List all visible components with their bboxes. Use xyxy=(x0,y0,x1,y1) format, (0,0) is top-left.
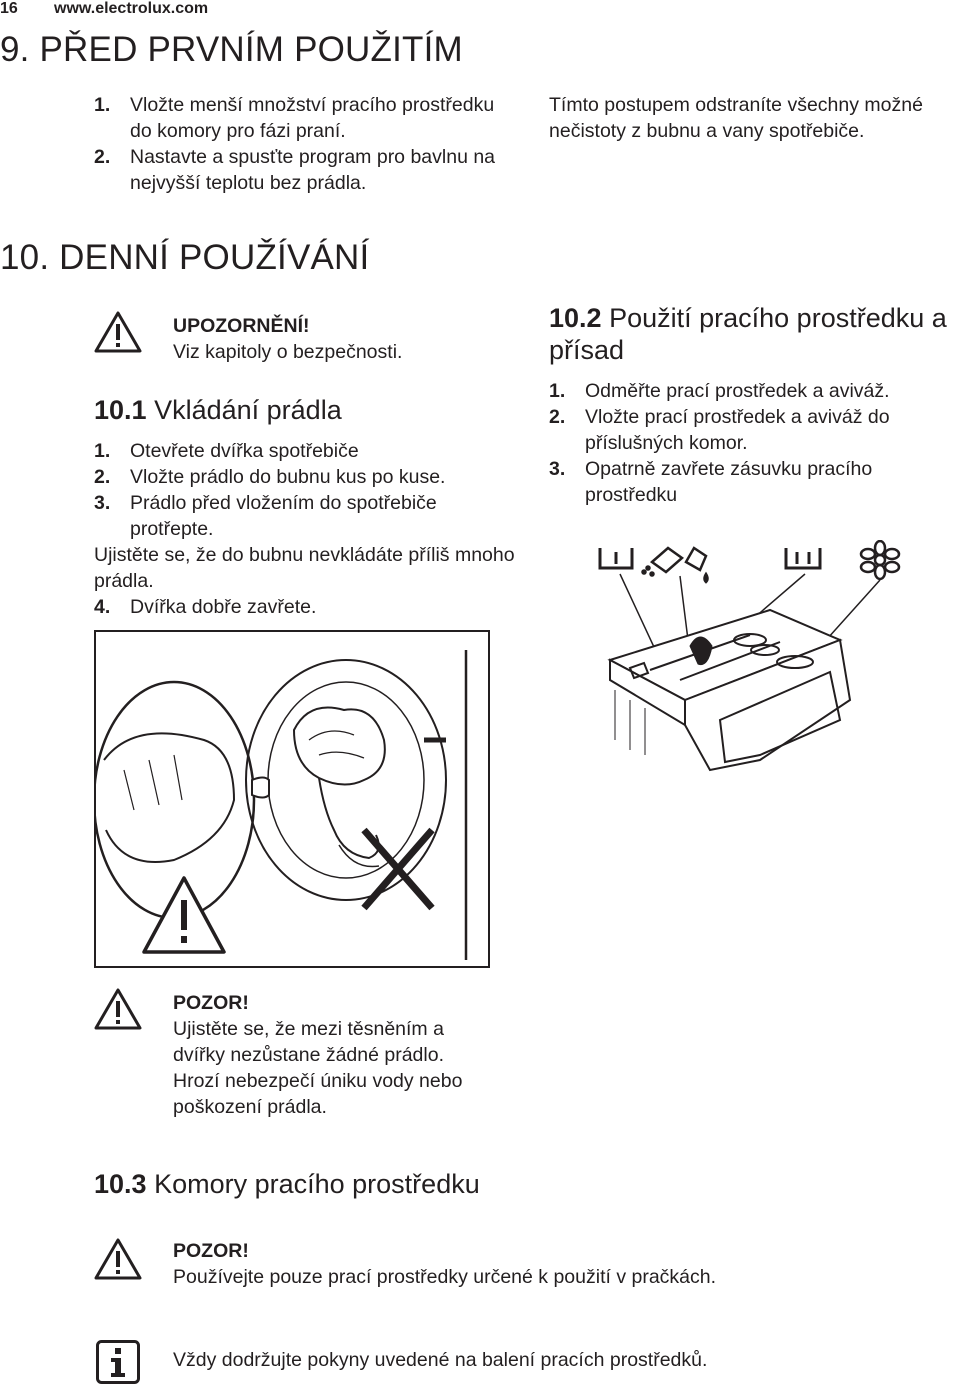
step-number: 2. xyxy=(94,146,111,168)
section-9-steps xyxy=(94,92,514,196)
subsection-name: Komory pracího prostředku xyxy=(154,1169,480,1199)
caution-title: POZOR! xyxy=(173,992,249,1014)
door-illustration xyxy=(94,630,490,968)
subsection-number: 10.2 xyxy=(549,303,602,333)
step-number: 3. xyxy=(94,492,111,514)
list-item xyxy=(94,438,514,464)
subsection-name: Vkládání prádla xyxy=(154,395,342,425)
step-text: Dvířka dobře zavřete. xyxy=(130,596,317,618)
step-text: Vložte prádlo do bubnu kus po kuse. xyxy=(130,466,446,488)
main-wash-symbol-icon xyxy=(786,548,820,568)
subsection-10-3-title xyxy=(94,1168,480,1200)
step-number: 1. xyxy=(94,440,111,462)
warning-triangle-icon xyxy=(94,1237,142,1281)
warning-title: UPOZORNĚNÍ! xyxy=(173,315,310,337)
step-text: Otevřete dvířka spotřebiče xyxy=(130,440,359,462)
step-number: 4. xyxy=(94,596,111,618)
step-number: 1. xyxy=(549,380,566,402)
list-item xyxy=(94,144,514,196)
info-icon xyxy=(96,1340,140,1384)
warning-block xyxy=(173,313,402,365)
step-number: 2. xyxy=(94,466,111,488)
liquid-detergent-symbol-icon xyxy=(643,548,708,582)
subsection-10-2-title xyxy=(549,302,960,366)
step-number: 2. xyxy=(549,406,566,428)
caution-block xyxy=(173,990,493,1120)
website-link[interactable]: www.electrolux.com xyxy=(54,0,209,17)
step-text: Opatrně zavřete zásuvku pracího prostředku xyxy=(585,458,873,506)
step-text: Vložte prací prostředek a aviváž do příslušných komor. xyxy=(585,406,890,454)
list-item xyxy=(549,404,949,456)
caution-text: Ujistěte se, že mezi těsněním a dvířky nezůstane žádné prádlo. Hrozí nebezpečí úniku vody nebo poškození prádla. xyxy=(173,1018,463,1118)
loading-steps xyxy=(94,438,514,542)
caution-text: Používejte pouze prací prostředky určené k použití v pračkách. xyxy=(173,1266,717,1288)
subsection-number: 10.3 xyxy=(94,1169,147,1199)
step-number: 1. xyxy=(94,94,111,116)
detergent-drawer-illustration xyxy=(590,540,910,800)
step-text: Nastavte a spusťte program pro bavlnu na nejvyšší teplotu bez prádla. xyxy=(130,146,496,194)
list-item xyxy=(94,464,514,490)
list-item xyxy=(94,490,514,542)
step-text: Vložte menší množství pracího prostředku do komory pro fázi praní. xyxy=(130,94,495,142)
prewash-symbol-icon xyxy=(600,548,632,568)
overload-note: Ujistěte se, že do bubnu nevkládáte příliš mnoho prádla. xyxy=(94,544,515,592)
step-text: Prádlo před vložením do spotřebiče protřepte. xyxy=(130,492,437,540)
subsection-10-1-title xyxy=(94,394,342,426)
page-header xyxy=(0,0,208,18)
step-number: 3. xyxy=(549,458,566,480)
list-item xyxy=(94,594,514,620)
warning-text: Viz kapitoly o bezpečnosti. xyxy=(173,341,403,363)
info-text: Vždy dodržujte pokyny uvedené na balení pracích prostředků. xyxy=(173,1349,708,1371)
softener-flower-icon xyxy=(861,541,899,579)
list-item xyxy=(94,92,514,144)
section-9-note: Tímto postupem odstraníte všechny možné nečistoty z bubnu a vany spotřebiče. xyxy=(549,94,923,142)
list-item xyxy=(549,456,949,508)
page-number: 16 xyxy=(0,0,18,17)
detergent-steps xyxy=(549,378,949,508)
section-10-title: 10. DENNÍ POUŽÍVÁNÍ xyxy=(0,238,370,277)
warning-triangle-icon xyxy=(94,310,142,354)
subsection-name: Použití pracího prostředku a přísad xyxy=(549,303,947,365)
list-item xyxy=(549,378,949,404)
caution-block-2 xyxy=(173,1238,933,1290)
step-text: Odměřte prací prostředek a aviváž. xyxy=(585,380,890,402)
caution-title: POZOR! xyxy=(173,1240,249,1262)
loading-step-4 xyxy=(94,594,514,620)
section-9-title: 9. PŘED PRVNÍM POUŽITÍM xyxy=(0,30,463,69)
warning-triangle-icon xyxy=(94,987,142,1031)
subsection-number: 10.1 xyxy=(94,395,147,425)
